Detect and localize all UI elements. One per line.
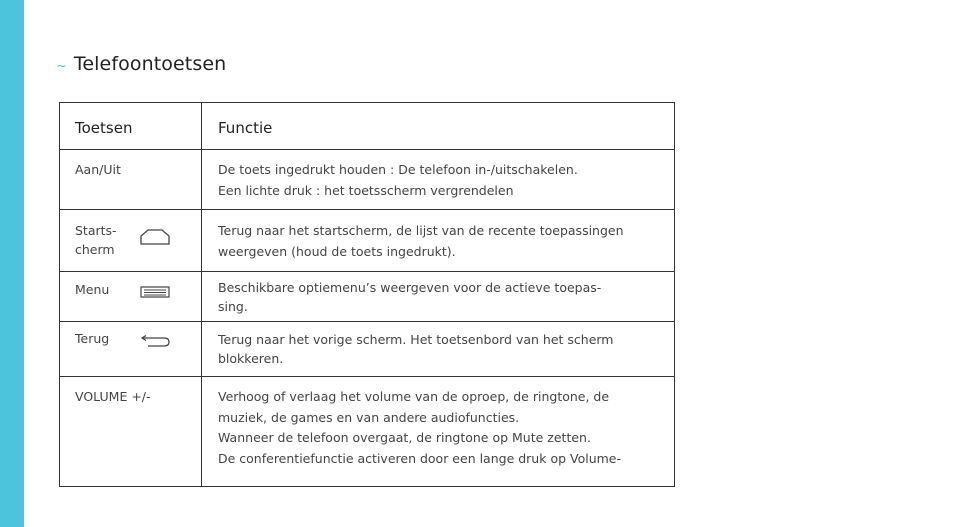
home-icon — [140, 229, 170, 245]
function-cell — [202, 272, 675, 322]
table-header-row — [60, 103, 675, 150]
function-cell — [202, 210, 675, 272]
function-line: weergeven (houd de toets ingedrukt). — [218, 243, 456, 259]
function-line: sing. — [218, 299, 248, 314]
side-accent-bar — [0, 0, 24, 527]
table-row — [60, 150, 675, 210]
function-cell — [202, 377, 675, 487]
column-header-function: Functie — [202, 103, 675, 150]
key-label: cherm — [75, 242, 115, 257]
function-cell — [202, 150, 675, 210]
key-label: Aan/Uit — [75, 162, 121, 177]
column-header-keys: Toetsen — [60, 103, 202, 150]
function-line: Terug naar het vorige scherm. Het toetsenbord van het scherm — [218, 332, 614, 347]
section-title: Telefoontoetsen — [73, 53, 227, 75]
key-cell — [60, 272, 202, 322]
function-line: De conferentiefunctie activeren door een lange druk op Volume- — [218, 450, 622, 466]
key-cell — [60, 210, 202, 272]
function-line: Beschikbare optiemenu’s weergeven voor de actieve toepas- — [218, 280, 602, 295]
key-label: VOLUME +/- — [75, 389, 151, 404]
menu-icon — [140, 286, 170, 298]
function-line: muziek, de games en van andere audiofuncties. — [218, 409, 520, 425]
key-label: Menu — [75, 282, 110, 297]
function-cell — [202, 322, 675, 377]
key-label: Starts- — [75, 223, 117, 238]
function-line: Een lichte druk : het toetsscherm vergrendelen — [218, 182, 514, 198]
function-line: De toets ingedrukt houden : De telefoon in-/uitschakelen. — [218, 162, 578, 177]
section-header — [56, 53, 226, 75]
key-cell — [60, 322, 202, 377]
phone-keys-table — [59, 102, 675, 487]
tilde-bullet-icon: ~ — [56, 59, 67, 74]
key-cell — [60, 150, 202, 210]
function-line: blokkeren. — [218, 351, 284, 366]
back-arrow-icon — [140, 335, 170, 347]
table-row — [60, 272, 675, 322]
function-line: Terug naar het startscherm, de lijst van de recente toepassingen — [218, 223, 624, 238]
function-line: Verhoog of verlaag het volume van de oproep, de ringtone, de — [218, 389, 610, 404]
key-label: Terug — [75, 331, 110, 346]
table-row — [60, 210, 675, 272]
table-row — [60, 377, 675, 487]
key-cell — [60, 377, 202, 487]
table-row — [60, 322, 675, 377]
function-line: Wanneer de telefoon overgaat, de ringtone op Mute zetten. — [218, 430, 591, 445]
